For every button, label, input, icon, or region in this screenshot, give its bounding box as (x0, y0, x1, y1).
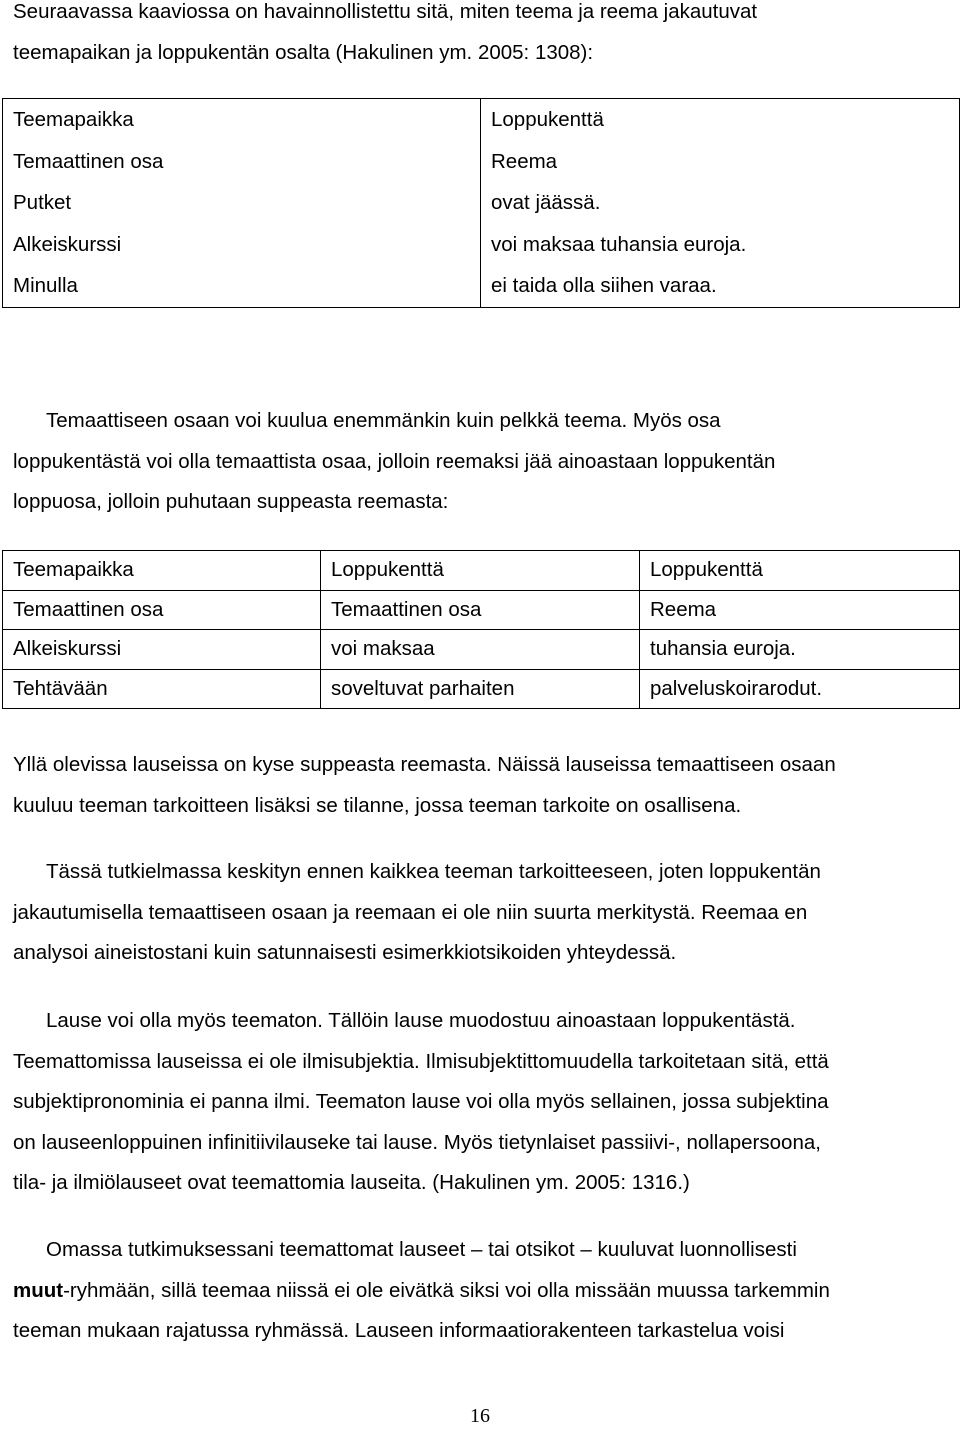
text-line: loppukentästä voi olla temaattista osaa, jolloin reemaksi jää ainoastaan loppukentän (13, 449, 776, 473)
text-line: teeman mukaan rajatussa ryhmässä. Lauseen informaatiorakenteen tarkastelua voisi (13, 1319, 785, 1342)
table1-cell-left (3, 99, 481, 308)
table-row (3, 551, 960, 591)
table-cell: Reema (640, 590, 960, 630)
text-line: analysoi aineistostani kuin satunnaisesti esimerkkiotsikoiden yhteydessä. (13, 941, 677, 964)
text-line: Yllä olevissa lauseissa on kyse suppeasta reemasta. Näissä lauseissa temaattiseen osaan (13, 753, 836, 776)
text-run: -ryhmään, sillä teemaa niissä ei ole eivätkä siksi voi olla missään muussa tarkemmin (63, 1278, 830, 1302)
text-line: kuuluu teeman tarkoitteen lisäksi se tilanne, jossa teeman tarkoite on osallisena. (13, 793, 742, 817)
paragraph-narrow-rheme (13, 401, 955, 523)
table-row (3, 669, 960, 709)
paragraph-own-study (13, 1230, 955, 1352)
table-row (3, 630, 960, 670)
table-cell: tuhansia euroja. (640, 630, 960, 670)
table-row (3, 590, 960, 630)
text-line: on lauseenloppuinen infinitiivilauseke tai lause. Myös tietynlaiset passiivi-, nollapersoona, (13, 1130, 821, 1154)
theme-rheme-table (2, 98, 960, 308)
table1-right-item: Reema (491, 149, 558, 173)
text-line (13, 1271, 955, 1312)
table-cell: Teemapaikka (3, 551, 321, 591)
table-cell: voi maksaa (321, 630, 640, 670)
table-cell: Loppukenttä (640, 551, 960, 591)
table-cell: soveltuvat parhaiten (321, 669, 640, 709)
table1-right-item: ei taida olla siihen varaa. (491, 274, 717, 297)
table-cell: Alkeiskurssi (3, 630, 321, 670)
text-line: jakautumisella temaattiseen osaan ja reemaan ei ole niin suurta merkitystä. Reemaa en (13, 900, 808, 924)
table1-left-item: Minulla (13, 274, 78, 297)
table1-right-item: Loppukenttä (491, 108, 604, 131)
paragraph-explanation (13, 745, 955, 826)
text-line: Temaattiseen osaan voi kuulua enemmänkin kuin pelkkä teema. Myös osa (46, 409, 721, 432)
table1-left-item: Alkeiskurssi (13, 232, 122, 256)
text-line: Lause voi olla myös teematon. Tällöin lause muodostuu ainoastaan loppukentästä. (46, 1009, 796, 1032)
text-line: Teemattomissa lauseissa ei ole ilmisubjektia. Ilmisubjektittomuudella tarkoitetaan sitä, että (13, 1049, 829, 1073)
table1-left-item: Teemapaikka (13, 108, 134, 131)
table1-right-item: voi maksaa tuhansia euroja. (491, 232, 747, 256)
table-cell: palveluskoirarodut. (640, 669, 960, 709)
text-line: Seuraavassa kaaviossa on havainnollistettu sitä, miten teema ja reema jakautuvat (13, 0, 758, 23)
text-line: Tässä tutkielmassa keskityn ennen kaikkea teeman tarkoitteeseen, joten loppukentän (46, 860, 821, 883)
text-line: teemapaikan ja loppukentän osalta (Hakulinen ym. 2005: 1308): (13, 40, 594, 64)
table1-right-item: ovat jäässä. (491, 191, 601, 214)
text-line: loppuosa, jolloin puhutaan suppeasta reemasta: (13, 490, 449, 513)
table-cell: Tehtävään (3, 669, 321, 709)
table-cell: Temaattinen osa (3, 590, 321, 630)
page-number: 16 (470, 1405, 490, 1427)
text-line: subjektipronominia ei panna ilmi. Teematon lause voi olla myös sellainen, jossa subjektina (13, 1090, 829, 1113)
text-line: tila- ja ilmiölauseet ovat teemattomia lauseita. (Hakulinen ym. 2005: 1316.) (13, 1171, 690, 1194)
intro-paragraph (13, 0, 955, 73)
narrow-rheme-table (2, 550, 960, 709)
text-line: Omassa tutkimuksessani teemattomat lauseet – tai otsikot – kuuluvat luonnollisesti (46, 1238, 797, 1261)
table-cell: Temaattinen osa (321, 590, 640, 630)
table-cell: Loppukenttä (321, 551, 640, 591)
paragraph-themeless (13, 1001, 955, 1204)
table1-left-item: Temaattinen osa (13, 149, 164, 173)
bold-term: muut (13, 1278, 64, 1302)
table1-cell-right (481, 99, 960, 308)
table1-left-item: Putket (13, 191, 72, 214)
paragraph-focus (13, 852, 955, 974)
